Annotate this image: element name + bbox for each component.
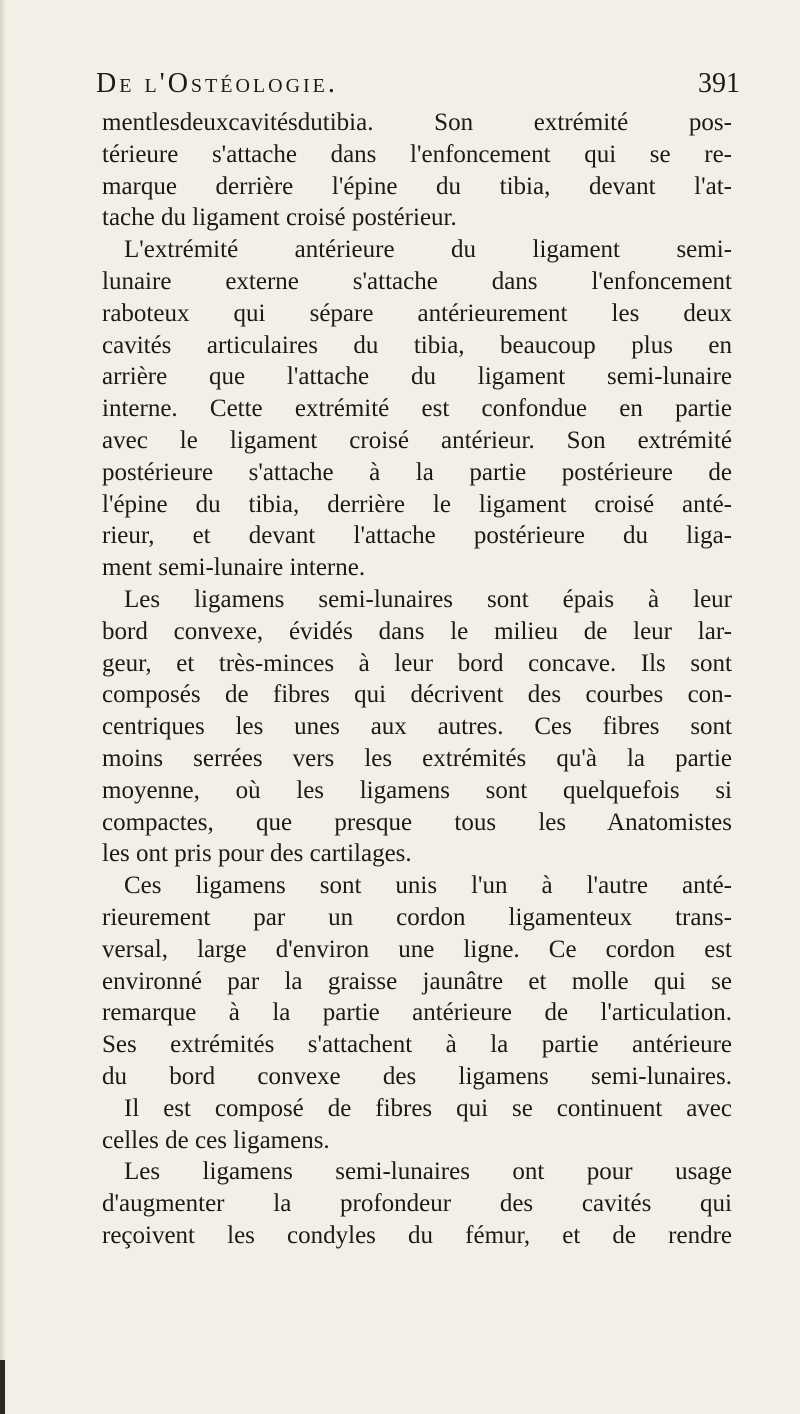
text-line: Les ligamens semi-lunaires sont épais à leur xyxy=(124,585,732,613)
text-line: l'épine du tibia, derrière le ligament croisé anté- xyxy=(102,490,732,518)
text-line: mentlesdeuxcavitésdutibia. Son extrémité pos- xyxy=(102,109,732,136)
text-line: les ont pris pour des cartilages. xyxy=(102,840,412,868)
text-line: Les ligamens semi-lunaires ont pour usage xyxy=(124,1158,732,1186)
text-line: interne. Cette extrémité est confondue en partie xyxy=(102,395,732,423)
running-head xyxy=(96,68,740,108)
text-line: térieure s'attache dans l'enfoncement qui se re- xyxy=(102,140,732,168)
text-line: centriques les unes aux autres. Ces fibres sont xyxy=(102,713,732,741)
page-number: 391 xyxy=(698,68,740,99)
text-line: environné par la graisse jaunâtre et molle qui se xyxy=(102,967,732,995)
text-line: rieur, et devant l'attache postérieure du liga- xyxy=(102,522,732,550)
text-line: compactes, que presque tous les Anatomistes xyxy=(102,808,732,836)
text-line: lunaire externe s'attache dans l'enfoncement xyxy=(102,267,732,295)
text-line: remarque à la partie antérieure de l'articulation. xyxy=(102,999,732,1027)
text-line: celles de ces ligamens. xyxy=(102,1126,330,1154)
text-line: Ses extrémités s'attachent à la partie antérieure xyxy=(102,1031,732,1059)
text-line: raboteux qui sépare antérieurement les deux xyxy=(102,299,732,327)
text-line: tache du ligament croisé postérieur. xyxy=(102,204,457,232)
text-line: rieurement par un cordon ligamenteux trans- xyxy=(102,903,732,931)
body-text xyxy=(102,107,732,1252)
text-line: moins serrées vers les extrémités qu'à la partie xyxy=(102,744,732,772)
text-line: ment semi-lunaire interne. xyxy=(102,554,366,582)
text-line: reçoivent les condyles du fémur, et de rendre xyxy=(102,1221,732,1249)
text-line: geur, et très-minces à leur bord concave. Ils sont xyxy=(102,649,732,677)
text-line: avec le ligament croisé antérieur. Son extrémité xyxy=(102,426,732,454)
text-line: L'extrémité antérieure du ligament semi- xyxy=(124,236,732,264)
text-line: arrière que l'attache du ligament semi-lunaire xyxy=(102,363,732,391)
text-line: bord convexe, évidés dans le milieu de leur lar- xyxy=(102,617,732,645)
text-line: d'augmenter la profondeur des cavités qui xyxy=(102,1190,732,1218)
text-line: Ces ligamens sont unis l'un à l'autre anté- xyxy=(124,872,732,900)
text-line: du bord convexe des ligamens semi-lunaires. xyxy=(102,1062,732,1090)
page-gutter-shadow xyxy=(0,0,6,1414)
binding-edge-mark xyxy=(0,1360,5,1414)
text-line: cavités articulaires du tibia, beaucoup plus en xyxy=(102,331,732,359)
text-line: versal, large d'environ une ligne. Ce cordon est xyxy=(102,935,732,963)
text-line: postérieure s'attache à la partie postérieure de xyxy=(102,458,732,486)
text-line: marque derrière l'épine du tibia, devant l'at- xyxy=(102,172,732,200)
running-title: De l'Ostéologie. xyxy=(96,68,338,99)
text-line: composés de fibres qui décrivent des courbes con- xyxy=(102,681,732,709)
text-line: moyenne, où les ligamens sont quelquefois si xyxy=(102,776,732,804)
text-line: Il est composé de fibres qui se continuent avec xyxy=(124,1094,732,1122)
